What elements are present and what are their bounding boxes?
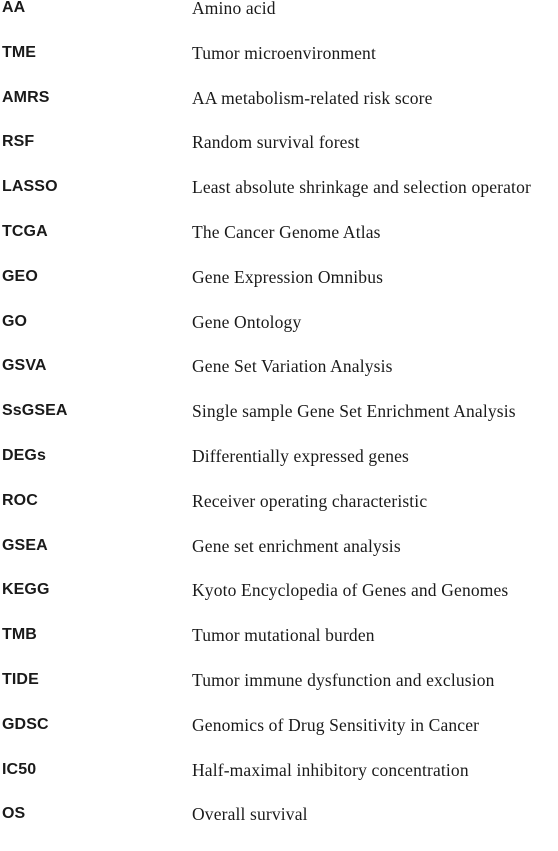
abbreviation-term: GO <box>2 312 28 330</box>
abbreviation-definition: Gene Ontology <box>192 311 302 332</box>
abbreviation-row <box>0 806 558 851</box>
abbreviation-definition: Gene Set Variation Analysis <box>192 356 393 377</box>
abbreviation-term: GSVA <box>2 357 47 375</box>
abbreviation-term: TME <box>2 43 37 61</box>
abbreviation-term: TIDE <box>2 670 39 688</box>
abbreviation-definition: Tumor mutational burden <box>192 625 375 646</box>
abbreviation-term: AA <box>2 0 26 16</box>
abbreviation-term: KEGG <box>2 581 50 599</box>
abbreviation-definition: Amino acid <box>192 0 276 18</box>
abbreviation-definition: Tumor microenvironment <box>192 42 376 63</box>
abbreviation-definition: Gene set enrichment analysis <box>192 535 401 556</box>
abbreviation-term: ROC <box>2 491 38 509</box>
abbreviation-definition: Kyoto Encyclopedia of Genes and Genomes <box>192 580 509 601</box>
abbreviation-term: LASSO <box>2 178 58 196</box>
abbreviation-term: GDSC <box>2 715 49 733</box>
abbreviation-term: SsGSEA <box>2 402 68 420</box>
abbreviation-term: GEO <box>2 267 38 285</box>
abbreviation-definition: Genomics of Drug Sensitivity in Cancer <box>192 714 480 735</box>
abbreviation-definition: Receiver operating characteristic <box>192 490 428 511</box>
abbreviation-definition: Random survival forest <box>192 132 360 153</box>
abbreviation-definition: Gene Expression Omnibus <box>192 266 384 287</box>
abbreviation-definition: Differentially expressed genes <box>192 445 410 466</box>
abbreviation-definition: Single sample Gene Set Enrichment Analysis <box>192 401 516 422</box>
abbreviation-definition: Tumor immune dysfunction and exclusion <box>192 669 495 690</box>
abbreviation-definition: Half-maximal inhibitory concentration <box>192 759 469 780</box>
abbreviation-term: GSEA <box>2 536 48 554</box>
abbreviation-definition: The Cancer Genome Atlas <box>192 221 381 242</box>
abbreviation-definition: Overall survival <box>192 804 308 825</box>
abbreviation-definition: AA metabolism-related risk score <box>192 87 433 108</box>
abbreviation-term: IC50 <box>2 760 37 778</box>
abbreviation-term: RSF <box>2 133 35 151</box>
abbreviation-term: OS <box>2 805 26 823</box>
abbreviation-term: AMRS <box>2 88 50 106</box>
abbreviation-term: TMB <box>2 626 37 644</box>
abbreviation-definition: Least absolute shrinkage and selection operator <box>192 177 531 198</box>
abbreviation-term: TCGA <box>2 222 48 240</box>
abbreviation-term: DEGs <box>2 446 46 464</box>
